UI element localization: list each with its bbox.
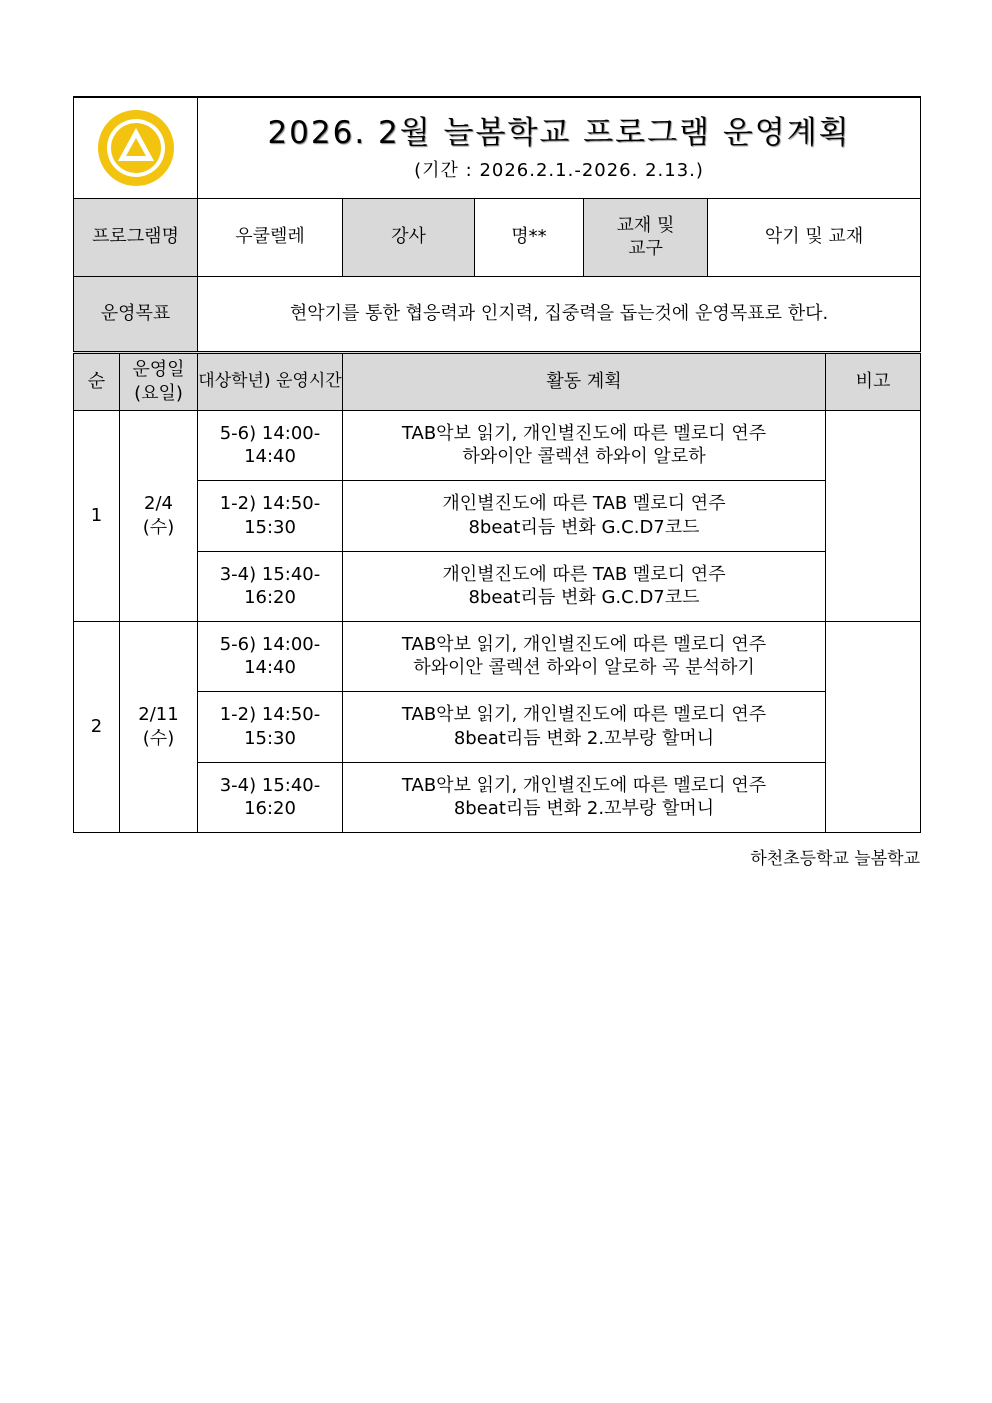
logo-cell bbox=[74, 97, 198, 198]
grade-time: 5-6) 14:00-14:40 bbox=[198, 410, 343, 480]
grade-time: 3-4) 15:40-16:20 bbox=[198, 762, 343, 832]
activity-line1: TAB악보 읽기, 개인별진도에 따른 멜로디 연주 bbox=[401, 774, 767, 796]
table-row bbox=[74, 621, 921, 691]
session-date bbox=[120, 410, 198, 621]
materials-value: 악기 및 교재 bbox=[708, 198, 921, 276]
session-date-weekday: (수) bbox=[142, 727, 175, 749]
table-row bbox=[74, 762, 921, 832]
activity-line2: 8beat리듬 변화 G.C.D7코드 bbox=[468, 516, 700, 538]
date-header bbox=[120, 352, 198, 410]
date-header-line1: 운영일 bbox=[132, 359, 185, 381]
table-row bbox=[74, 410, 921, 480]
activity-line1: TAB악보 읽기, 개인별진도에 따른 멜로디 연주 bbox=[401, 633, 767, 655]
activity-plan bbox=[343, 621, 826, 691]
date-header-line2: (요일) bbox=[134, 382, 183, 404]
session-date bbox=[120, 621, 198, 832]
materials-label-line1: 교재 및 bbox=[616, 214, 675, 236]
table-row bbox=[74, 551, 921, 621]
program-plan-table bbox=[73, 96, 921, 833]
footer-school-name: 하천초등학교 늘봄학교 bbox=[750, 849, 920, 869]
grade-time: 5-6) 14:00-14:40 bbox=[198, 621, 343, 691]
activity-plan bbox=[343, 480, 826, 551]
grade-time: 1-2) 14:50-15:30 bbox=[198, 480, 343, 551]
program-label: 프로그램명 bbox=[74, 198, 198, 276]
grade-time-header: 대상학년) 운영시간 bbox=[198, 352, 343, 410]
session-date-day: 2/11 bbox=[138, 704, 179, 726]
activity-line1: 개인별진도에 따른 TAB 멜로디 연주 bbox=[442, 563, 726, 585]
note-cell bbox=[826, 410, 921, 621]
note-header: 비고 bbox=[826, 352, 921, 410]
grade-time: 1-2) 14:50-15:30 bbox=[198, 691, 343, 762]
session-date-weekday: (수) bbox=[142, 516, 175, 538]
instructor-value: 명** bbox=[475, 198, 584, 276]
period-text: (기간 : 2026.2.1.-2026. 2.13.) bbox=[414, 160, 704, 182]
activity-line2: 8beat리듬 변화 2.꼬부랑 할머니 bbox=[453, 727, 715, 749]
page-title: 2026. 2월 늘봄학교 프로그램 운영계획 bbox=[267, 114, 851, 151]
session-date-day: 2/4 bbox=[144, 493, 173, 515]
activity-line1: 개인별진도에 따른 TAB 멜로디 연주 bbox=[442, 493, 726, 515]
table-row bbox=[74, 691, 921, 762]
seq-header: 순 bbox=[74, 352, 120, 410]
session-seq: 1 bbox=[74, 410, 120, 621]
activity-header: 활동 계획 bbox=[343, 352, 826, 410]
activity-line2: 하와이안 콜렉션 하와이 알로하 곡 분석하기 bbox=[413, 657, 755, 678]
activity-plan bbox=[343, 410, 826, 480]
grade-time: 3-4) 15:40-16:20 bbox=[198, 551, 343, 621]
activity-line2: 8beat리듬 변화 2.꼬부랑 할머니 bbox=[453, 798, 715, 819]
program-value: 우쿨렐레 bbox=[198, 198, 343, 276]
activity-line1: TAB악보 읽기, 개인별진도에 따른 멜로디 연주 bbox=[401, 704, 767, 726]
table-row bbox=[74, 480, 921, 551]
note-cell bbox=[826, 621, 921, 832]
activity-plan bbox=[343, 551, 826, 621]
goal-label: 운영목표 bbox=[74, 276, 198, 352]
activity-line1: TAB악보 읽기, 개인별진도에 따른 멜로디 연주 bbox=[401, 422, 767, 444]
school-emblem-icon bbox=[74, 106, 197, 190]
materials-label-line2: 교구 bbox=[628, 238, 663, 259]
title-cell bbox=[198, 97, 921, 198]
activity-plan bbox=[343, 691, 826, 762]
activity-plan bbox=[343, 762, 826, 832]
activity-line2: 8beat리듬 변화 G.C.D7코드 bbox=[468, 587, 700, 608]
session-seq: 2 bbox=[74, 621, 120, 832]
goal-value: 현악기를 통한 협응력과 인지력, 집중력을 돕는것에 운영목표로 한다. bbox=[198, 276, 921, 352]
instructor-label: 강사 bbox=[343, 198, 475, 276]
activity-line2: 하와이안 콜렉션 하와이 알로하 bbox=[462, 446, 706, 467]
materials-label bbox=[584, 198, 708, 276]
